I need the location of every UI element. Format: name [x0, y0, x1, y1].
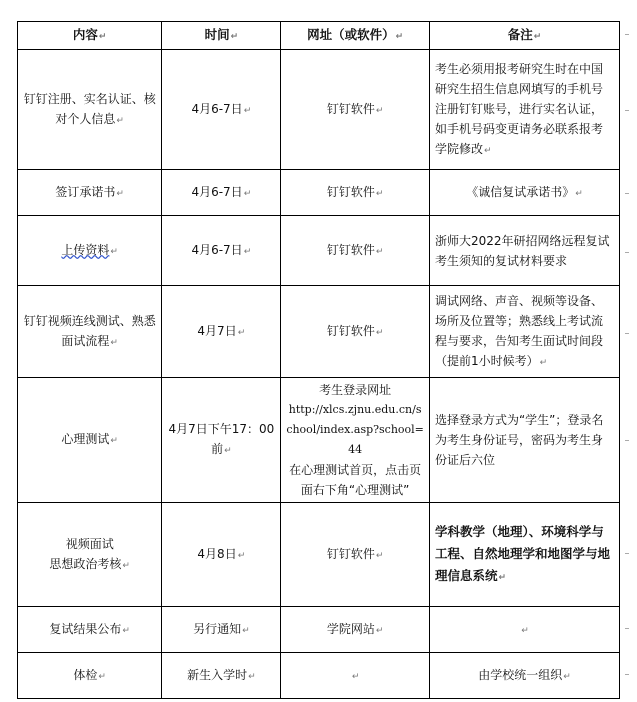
- psych-test-link[interactable]: http://xlcs.zjnu.edu.cn/school/index.asp?school=44: [286, 403, 424, 456]
- cell-time: 另行通知↵: [162, 607, 281, 653]
- cell-url: ↵: [281, 653, 430, 699]
- cell-note: 《诚信复试承诺书》↵: [429, 170, 619, 216]
- cell-content: 复试结果公布↵: [18, 607, 162, 653]
- table-row: [18, 170, 620, 216]
- cell-time: 4月8日↵: [162, 503, 281, 607]
- row-end-mark: [625, 553, 629, 554]
- header-note: 备注↵: [429, 22, 619, 50]
- cell-content: 上传资料↵: [18, 216, 162, 286]
- row-end-mark: [625, 110, 629, 111]
- cell-time: 新生入学时↵: [162, 653, 281, 699]
- table-row: [18, 503, 620, 607]
- cell-url: 钉钉软件↵: [281, 170, 430, 216]
- row-end-mark: [625, 333, 629, 334]
- cell-time: 4月6-7日↵: [162, 216, 281, 286]
- cell-content: 签订承诺书↵: [18, 170, 162, 216]
- header-url: 网址（或软件）↵: [281, 22, 430, 50]
- cell-time: 4月6-7日↵: [162, 170, 281, 216]
- row-end-mark: [625, 193, 629, 194]
- content-line-1: 视频面试: [65, 536, 114, 551]
- url-line-instruction: 在心理测试首页，点击页面右下角“心理测试”: [289, 463, 422, 497]
- table-row: [18, 653, 620, 699]
- cell-url: 钉钉软件↵: [281, 503, 430, 607]
- cell-content: [18, 503, 162, 607]
- table-row: [18, 607, 620, 653]
- table-row: [18, 286, 620, 378]
- row-end-mark: [625, 440, 629, 441]
- cell-note: 选择登录方式为“学生”；登录名为考生身份证号，密码为考生身份证后六位: [429, 378, 619, 503]
- cell-note: 学科教学（地理）、环境科学与工程、自然地理学和地图学与地理信息系统↵: [429, 503, 619, 607]
- table-row: [18, 50, 620, 170]
- table-header-row: [18, 22, 620, 50]
- cell-time: 4月6-7日↵: [162, 50, 281, 170]
- cell-content: 心理测试↵: [18, 378, 162, 503]
- schedule-table: [17, 21, 620, 699]
- cell-url: [281, 378, 430, 503]
- header-content: 内容↵: [18, 22, 162, 50]
- cell-note: 由学校统一组织↵: [429, 653, 619, 699]
- content-line-2: 思想政治考核↵: [49, 556, 130, 571]
- cell-note: 浙师大2022年研招网络远程复试考生须知的复试材料要求: [429, 216, 619, 286]
- cell-content: 钉钉视频连线测试、熟悉面试流程↵: [18, 286, 162, 378]
- url-line-intro: 考生登录网址: [319, 383, 392, 397]
- row-end-mark: [625, 252, 629, 253]
- cell-url: 学院网站↵: [281, 607, 430, 653]
- row-end-mark: [625, 674, 629, 675]
- cell-content: 钉钉注册、实名认证、核对个人信息↵: [18, 50, 162, 170]
- cell-note: ↵: [429, 607, 619, 653]
- cell-url: 钉钉软件↵: [281, 286, 430, 378]
- cell-note: 考生必须用报考研究生时在中国研究生招生信息网填写的手机号注册钉钉账号，进行实名认证，如手机号码变更请务必联系报考学院修改↵: [429, 50, 619, 170]
- cell-time: 4月7日下午17：00前↵: [162, 378, 281, 503]
- cell-url: 钉钉软件↵: [281, 216, 430, 286]
- cell-url: 钉钉软件↵: [281, 50, 430, 170]
- table-row: [18, 216, 620, 286]
- table-row: [18, 378, 620, 503]
- cell-note: 调试网络、声音、视频等设备、场所及位置等；熟悉线上考试流程与要求，告知考生面试时间段（提前1小时候考）↵: [429, 286, 619, 378]
- cell-content: 体检↵: [18, 653, 162, 699]
- cell-time: 4月7日↵: [162, 286, 281, 378]
- row-end-mark: [625, 628, 629, 629]
- header-time: 时间↵: [162, 22, 281, 50]
- row-end-mark: [625, 34, 629, 35]
